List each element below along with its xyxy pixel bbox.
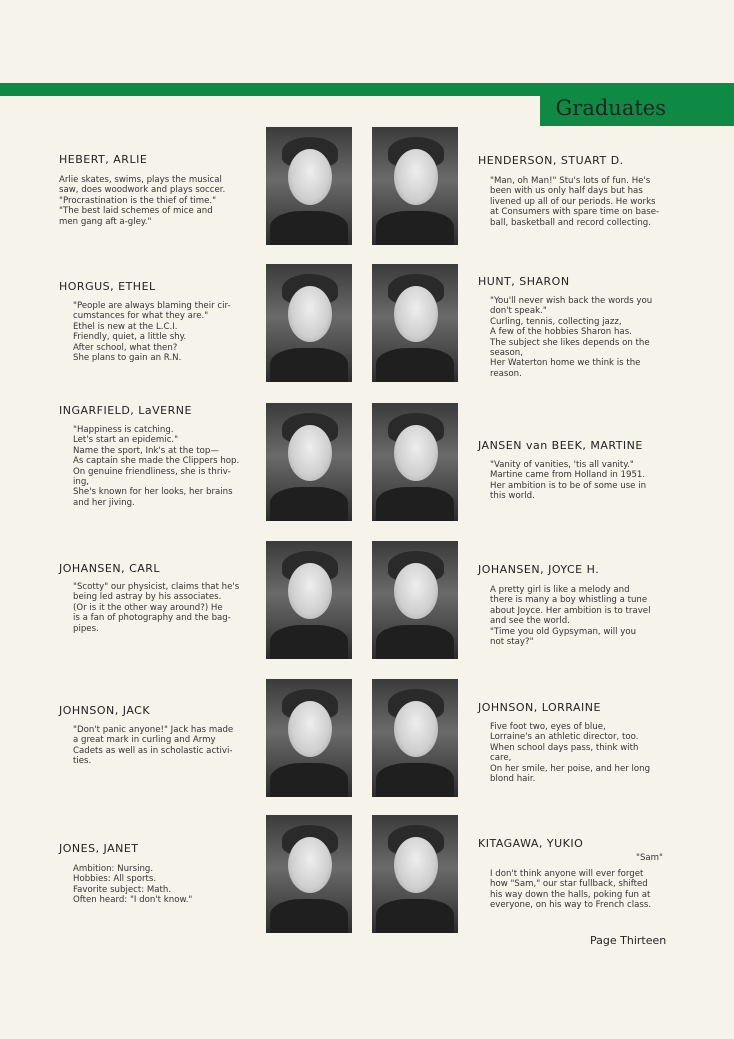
student-name: JOHNSON, JACK <box>59 704 151 717</box>
student-name: JOHANSEN, CARL <box>59 562 161 575</box>
student-photo <box>372 127 458 245</box>
student-name: JOHANSEN, JOYCE H. <box>478 563 600 576</box>
student-name: HENDERSON, STUART D. <box>478 154 624 167</box>
student-name: JONES, JANET <box>59 842 139 855</box>
student-name: JANSEN van BEEK, MARTINE <box>478 439 643 452</box>
student-photo <box>266 403 352 521</box>
student-name: HORGUS, ETHEL <box>59 280 156 293</box>
student-photo <box>266 264 352 382</box>
student-blurb: "Vanity of vanities, 'tis all vanity." Martine came from Holland in 1951. Her ambition is to be of some use in this world. <box>490 460 647 502</box>
student-blurb: "People are always blaming their cir- cumstances for what they are." Ethel is new at the L.C.I. Friendly, quiet, a little shy. After school, what then? She plans to gain an R.N. <box>73 301 231 364</box>
student-blurb: "You'll never wish back the words you don't speak." Curling, tennis, collecting jazz, A few of the hobbies Sharon has. The subject she likes depends on the season, Her Waterton home we think is the reason. <box>490 296 653 379</box>
page-title: Graduates <box>555 96 666 120</box>
student-blurb: Ambition: Nursing. Hobbies: All sports. Favorite subject: Math. Often heard: "I don't know." <box>73 864 193 906</box>
page-number: Page Thirteen <box>590 934 667 947</box>
student-blurb: "Don't panic anyone!" Jack has made a great mark in curling and Army Cadets as well as in scholastic activi- ties. <box>73 725 234 767</box>
student-name: HEBERT, ARLIE <box>59 153 148 166</box>
student-name: HUNT, SHARON <box>478 275 570 288</box>
student-name: INGARFIELD, LaVERNE <box>59 404 192 417</box>
student-photo <box>266 815 352 933</box>
student-blurb: Five foot two, eyes of blue, Lorraine's an athletic director, too. When school days pass, think with care, On her smile, her poise, and her long blond hair. <box>490 722 651 785</box>
student-blurb: I don't think anyone will ever forget how "Sam," our star fullback, shifted his way down the halls, poking fun at everyone, on his way to French class. <box>490 869 652 911</box>
student-name: KITAGAWA, YUKIO <box>478 837 584 850</box>
student-name: JOHNSON, LORRAINE <box>478 701 601 714</box>
student-photo <box>266 127 352 245</box>
student-blurb: "Scotty" our physicist, claims that he's being led astray by his associates. (Or is it the other way around?) He is a fan of photography and the bag- pipes. <box>73 582 240 634</box>
student-photo <box>372 264 458 382</box>
student-nickname: "Sam" <box>636 853 663 863</box>
student-photo <box>266 679 352 797</box>
student-blurb: "Man, oh Man!" Stu's lots of fun. He's been with us only half days but has livened up all of our periods. He works at Consumers with spare time on base- ball, basketball and record collecting. <box>490 176 660 228</box>
student-photo <box>266 541 352 659</box>
student-photo <box>372 815 458 933</box>
student-photo <box>372 403 458 521</box>
student-photo <box>372 541 458 659</box>
header-blank <box>0 96 540 126</box>
student-photo <box>372 679 458 797</box>
student-blurb: Arlie skates, swims, plays the musical saw, does woodwork and plays soccer. "Procrastination is the thief of time." "The best laid schemes of mice and men gang aft a-gley." <box>59 175 226 227</box>
student-blurb: "Happiness is catching. Let's start an epidemic." Name the sport, Ink's at the top— As captain she made the Clippers hop. On genuine friendliness, she is thriv- ing, She's known for her looks, her brains and her jiving. <box>73 425 240 508</box>
student-blurb: A pretty girl is like a melody and there is many a boy whistling a tune about Joyce. Her ambition is to travel and see the world. "Time you old Gypsyman, will you not stay?" <box>490 585 651 648</box>
